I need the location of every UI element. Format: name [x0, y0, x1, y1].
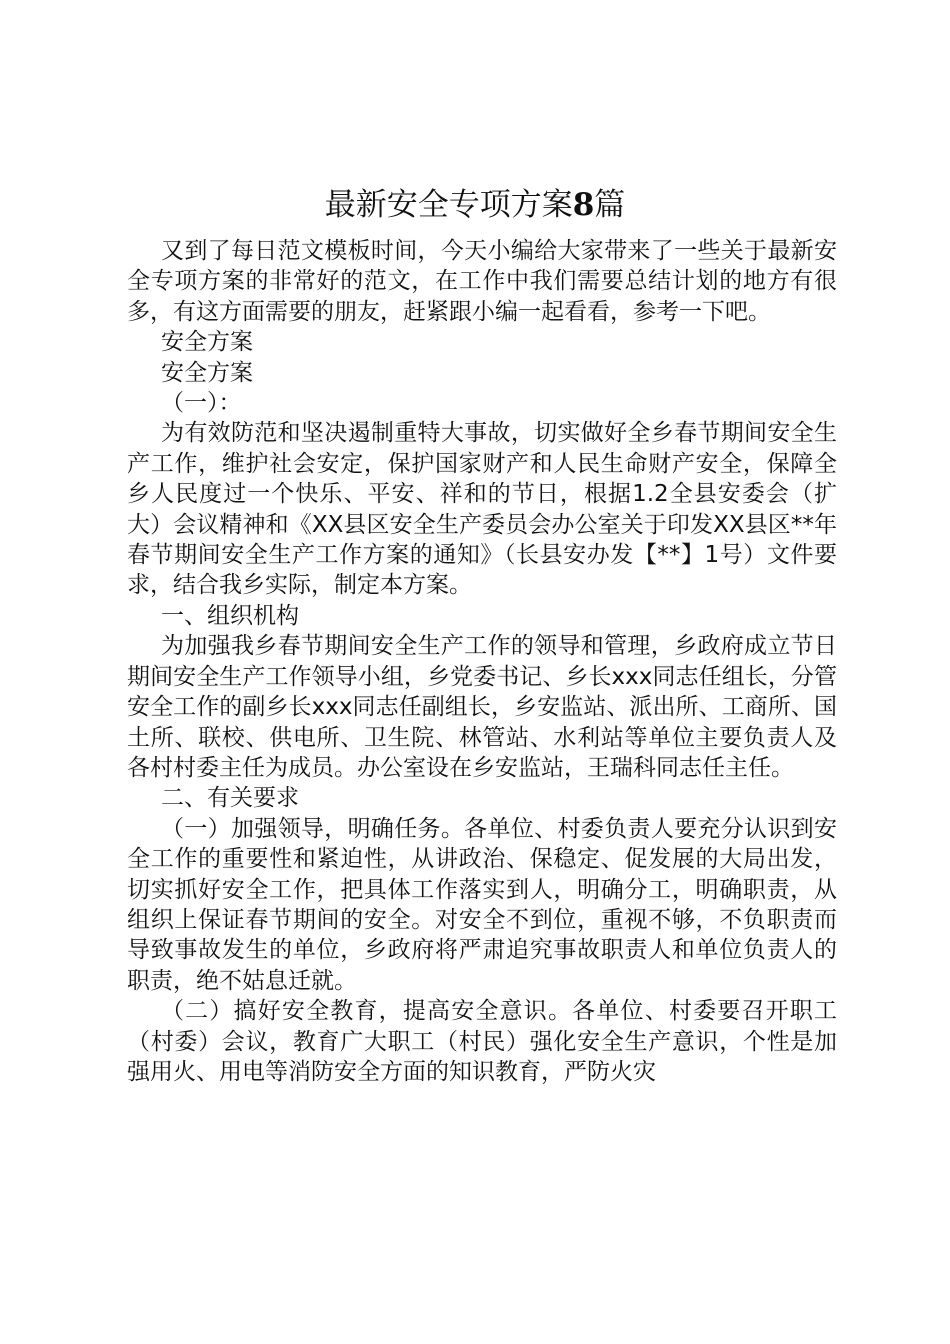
- intro-paragraph: 又到了每日范文模板时间，今天小编给大家带来了一些关于最新安全专项方案的非常好的范文，在工作中我们需要总结计划的地方有很多，有这方面需要的朋友，赶紧跟小编一起看看，参考一下吧。: [127, 238, 837, 325]
- section-label: 安全方案: [161, 359, 253, 386]
- title-suffix: 篇: [594, 187, 626, 223]
- title-text: 最新安全专项方案: [324, 187, 573, 223]
- section-number: （一）：: [161, 390, 242, 417]
- body-paragraph: 为有效防范和坚决遏制重特大事故，切实做好全乡春节期间安全生产工作，维护社会安定，保护国家财产和人民生命财产安全，保障全乡人民度过一个快乐、平安、祥和的节日，根据1.2全县安委会（扩大）会议精神和《XX县区安全生产委员会办公室关于印发XX县区**年春节期间安全生产工作方案的通知》（长县安办发【**】1号）文件要求，结合我乡实际，制定本方案。: [127, 420, 837, 599]
- section-heading: 一、组织机构: [161, 602, 299, 629]
- body-paragraph: （二）搞好安全教育，提高安全意识。各单位、村委要召开职工（村委）会议，教育广大职工（村民）强化安全生产意识，个性是加强用火、用电等消防安全方面的知识教育，严防火灾: [127, 998, 837, 1085]
- document-title: [0, 183, 950, 227]
- section-label: 安全方案: [161, 329, 253, 356]
- body-paragraph: （一）加强领导，明确任务。各单位、村委负责人要充分认识到安全工作的重要性和紧迫性，从讲政治、保稳定、促发展的大局出发，切实抓好安全工作，把具体工作落实到人，明确分工，明确职责，从组织上保证春节期间的安全。对安全不到位，重视不够，不负职责而导致事故发生的单位，乡政府将严肃追究事故职责人和单位负责人的职责，绝不姑息迁就。: [127, 815, 837, 994]
- title-number: 8: [572, 187, 595, 223]
- section-heading: 二、有关要求: [161, 785, 299, 812]
- body-paragraph: 为加强我乡春节期间安全生产工作的领导和管理，乡政府成立节日期间安全生产工作领导小组，乡党委书记、乡长xxx同志任组长，分管安全工作的副乡长xxx同志任副组长，乡安监站、派出所、工商所、国土所、联校、供电所、卫生院、林管站、水利站等单位主要负责人及各村村委主任为成员。办公室设在乡安监站，王瑞科同志任主任。: [127, 633, 837, 781]
- document-body: [127, 236, 837, 1087]
